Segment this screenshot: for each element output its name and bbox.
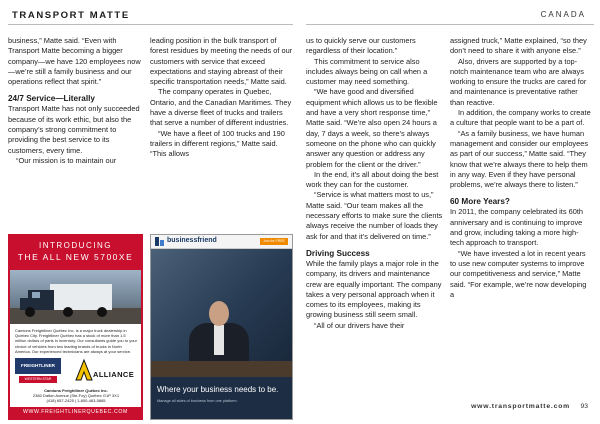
article-column-3: [306, 36, 446, 331]
paragraph: Also, drivers are supported by a top-notch maintenance team who are always working to ensure the trucks are cared for and maintenance is preventative rather than reactive.: [450, 56, 587, 107]
paragraph: leading position in the bulk transport of forest residues by meeting the needs of our customers with service that exceed expectations and staying abreast of their specific transportation needs,” Matte said.: [150, 36, 293, 87]
paragraph: In the end, it’s all about doing the best work they can for the customer.: [306, 169, 439, 190]
alliance-logo: [75, 358, 135, 384]
businessman-photo: [151, 249, 292, 377]
paragraph: business,” Matte said. “Even with Transport Matte becoming a bigger company—we have 120 employees now—we’re still a family business and our operations reflect that spirit.”: [8, 36, 141, 87]
paragraph: assigned truck,” Matte explained, “so they don’t need to share it with anyone else.”: [450, 36, 587, 56]
header-divider-left: [8, 24, 293, 25]
page-header: [0, 0, 600, 30]
paragraph: In addition, the company works to create a culture that people want to be a part of.: [450, 108, 591, 128]
dealer-phone: (418) 657-2425 | 1-800-463-5865: [46, 398, 106, 404]
freightliner-logo: FREIGHTLINER: [15, 358, 61, 374]
paragraph: While the family plays a major role in the company, its drivers and maintenance crew are equally important. The company takes a very personal approach when it comes to its employees, making its growing business still seem small.: [306, 258, 442, 320]
businessfriend-logo-icon: [155, 237, 165, 246]
dealer-name: Camions Freightliner Québec Inc.: [44, 388, 108, 393]
paragraph: “We have a fleet of 100 trucks and 190 trailers in different regions,” Matte said. “This allows: [150, 128, 285, 159]
section-heading: 60 More Years?: [450, 197, 510, 207]
alliance-wordmark: ALLIANCE: [93, 370, 135, 379]
dealer-address: 2380 Dalton Avenue (Ste-Foy) Québec G1P 3X1: [32, 393, 120, 399]
join-button[interactable]: Join for FREE: [260, 238, 288, 245]
section-heading: 24/7 Service—Literally: [8, 94, 95, 104]
magazine-section-title: TRANSPORT MATTE: [12, 10, 130, 21]
alliance-a-icon: [75, 358, 93, 382]
freightliner-advertisement[interactable]: [8, 234, 143, 420]
desk: [151, 361, 292, 377]
article-column-2: [150, 36, 293, 160]
paragraph: “We have good and diversified equipment which allows us to be flexible and have a very short response time,” Matte said. “We’re also open 24 hours a day, 7 days a week, so there’s always someone on the phone who can quickly answer any question or address any problem for the client or the driver.”: [306, 87, 438, 169]
paragraph: “All of our drivers have their: [314, 320, 405, 330]
page-number: 93: [580, 403, 588, 410]
truck-photo: [10, 270, 141, 324]
article-column-1: [8, 36, 143, 166]
person-head: [209, 301, 229, 326]
paragraph: Transport Matte has not only succeeded because of its work ethic, but also the company’s strong commitment to providing the best service to its customers, every time.: [8, 104, 140, 155]
paragraph: In 2011, the company celebrated its 60th anniversary and is continuing to improve and grow, including taking a more high-tech approach to transport.: [450, 207, 583, 248]
region-label: CANADA: [540, 10, 586, 19]
western-star-logo: WESTERN STAR: [19, 376, 57, 383]
section-heading: Driving Success: [306, 248, 370, 258]
ad-body-text: Camions Freightliner Québec Inc. is a major truck dealership in Quebec City. Freightliner Québec has a stock of more than 1.5 million dollars of parts in inventory. Our consultants guide you to your choice of vehicles from two leading brands of trucks in North America. Our experienced technicians are always at your service.: [15, 328, 137, 354]
ad-headline-banner: [10, 236, 141, 270]
ad-top-bar: [151, 235, 292, 249]
paragraph: “We have invested a lot in recent years to use new computer systems to improve our competitiveness and service,” Matte said. “For example, we’re now developing a: [450, 248, 587, 299]
paragraph: “Service is what matters most to us,” Matte said. “Our team makes all the necessary efforts to make sure the clients always receive the number of loads they ask for and that it’s delivered on time.”: [306, 190, 443, 241]
businessfriend-logo: businessfriend: [167, 237, 217, 244]
paragraph: The company operates in Quebec, Ontario, and the Canadian Maritimes. They have a diverse fleet of trucks and trailers that serve a number of different industries.: [150, 87, 292, 128]
paragraph: “Our mission is to maintain our: [16, 155, 117, 165]
brand-logos: [15, 358, 137, 384]
ad-tagline: Where your business needs to be.: [157, 385, 279, 394]
paragraph: This commitment to service also includes always being on call when a customer may need something.: [306, 56, 428, 87]
website-url[interactable]: www.transportmatte.com: [471, 403, 570, 410]
person-shirt: [214, 325, 224, 355]
paragraph: “As a family business, we have human management and consider our employees as part of our success,” Matte said. “They know that we’re always there to help them in any way. Even if they have personal problems, we’re always there to listen.”: [450, 128, 589, 190]
ad-subtagline: Manage all sides of business from one platform.: [157, 399, 238, 403]
dealer-contact: [15, 388, 137, 404]
dealer-website-link[interactable]: WWW.FREIGHTLINERQUEBEC.COM: [10, 407, 141, 418]
ad-headline-model: THE ALL NEW 5700XE: [17, 252, 134, 262]
ad-headline-intro: INTRODUCING: [39, 241, 112, 250]
header-divider-right: [306, 24, 594, 25]
paragraph: us to quickly serve our customers regardless of their location.”: [306, 36, 416, 56]
businessfriend-advertisement[interactable]: [150, 234, 293, 420]
truck-illustration: [10, 270, 141, 324]
article-column-4: [450, 36, 592, 300]
